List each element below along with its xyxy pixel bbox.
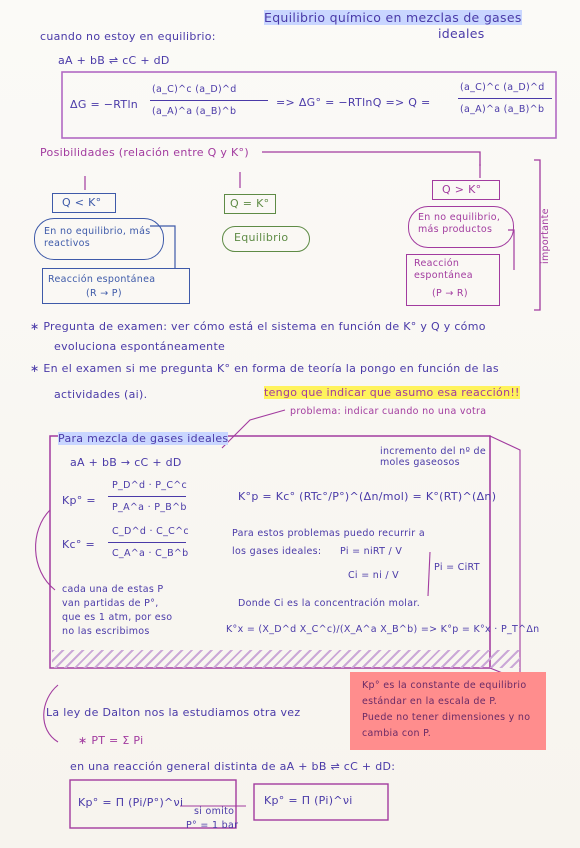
sticky-line-4: cambia con P. — [362, 728, 432, 739]
exam-note-2-cont: actividades (ai). — [54, 388, 148, 401]
kp-kc-relation: K°p = Kc° (RTc°/P°)^(Δn/mol) = K°(RT)^(Δn) — [238, 490, 497, 503]
page-title: Equilibrio químico en mezclas de gases — [264, 10, 522, 25]
kp-denominator: P_A^a · P_B^b — [112, 502, 187, 513]
posibilidades-heading: Posibilidades (relación entre Q y K°) — [40, 146, 249, 159]
case-right-cloud-text: En no equilibrio, más productos — [418, 212, 501, 235]
p-note-3: que es 1 atm, por eso — [62, 612, 173, 623]
p-note-4: no las escribimos — [62, 626, 150, 637]
case-mid-cloud-text: Equilibrio — [234, 231, 289, 244]
pi-ci-equation: Pi = CiRT — [434, 562, 480, 573]
dalton-text: La ley de Dalton nos la estudiamos otra vez — [46, 706, 301, 719]
fraction-bar — [108, 542, 186, 543]
fraction-bar — [150, 100, 268, 101]
ci-equation: Ci = ni / V — [348, 570, 399, 581]
fraction-bar — [458, 98, 552, 99]
importante-label: importante — [540, 208, 551, 264]
kp-numerator: P_D^d · P_C^c — [112, 480, 188, 491]
ideal-gas-note-2: los gases ideales: — [232, 546, 322, 557]
case-left-direction: (R → P) — [86, 288, 122, 299]
mix-heading: Para mezcla de gases ideales — [58, 432, 229, 445]
case-mid-condition: Q = K° — [230, 197, 270, 210]
exam-note-1: ∗ Pregunta de examen: ver cómo está el sistema en función de K° y Q y cómo — [30, 320, 486, 333]
pi-equation: Pi = niRT / V — [340, 546, 403, 557]
kc-numerator: C_D^d · C_C^c — [112, 526, 189, 537]
fraction-bar — [108, 496, 186, 497]
reaction-equation: aA + bB ⇌ cC + dD — [58, 54, 170, 67]
box-shading — [52, 650, 520, 668]
gibbs-lhs: ΔG = −RTln — [70, 98, 139, 111]
general-reaction-note: en una reacción general distinta de aA + bB ⇌ cC + dD: — [70, 760, 396, 773]
exam-note-2: ∗ En el examen si me pregunta K° en forma de teoría la pongo en función de las — [30, 362, 499, 375]
case-right-direction: (P → R) — [432, 288, 468, 299]
highlight-note: tengo que indicar que asumo esa reacción!! — [264, 386, 520, 399]
q-numerator: (a_C)^c (a_D)^d — [460, 82, 545, 93]
gibbs-denominator: (a_A)^a (a_B)^b — [152, 106, 237, 117]
molar-concentration-note: Donde Ci es la concentración molar. — [238, 598, 421, 609]
case-left-cloud-text: En no equilibrio, más reactivos — [44, 226, 151, 249]
sticky-line-3: Puede no tener dimensiones y no — [362, 712, 531, 723]
kp-formula-1: Kp° = Π (Pi/P°)^νi — [78, 796, 184, 809]
p-note-1: cada una de estas P — [62, 584, 164, 595]
sticky-line-2: estándar en la escala de P. — [362, 696, 498, 707]
q-denominator: (a_A)^a (a_B)^b — [460, 104, 545, 115]
gibbs-numerator: (a_C)^c (a_D)^d — [152, 84, 237, 95]
sticky-line-1: Kp° es la constante de equilibrio — [362, 680, 527, 691]
gibbs-middle: => ΔG° = −RTlnQ => Q = — [276, 96, 431, 109]
kc-denominator: C_A^a · C_B^b — [112, 548, 189, 559]
case-right-reaction: Reacción espontánea — [414, 258, 473, 281]
ideal-gas-note: Para estos problemas puedo recurrir a — [232, 528, 425, 539]
kx-equation: K°x = (X_D^d X_C^c)/(X_A^a X_B^b) => K°p = K°x · P_T^Δn — [226, 624, 540, 635]
delta-n-note: incremento del nº de moles gaseosos — [380, 446, 487, 468]
mix-reaction: aA + bB → cC + dD — [70, 456, 182, 469]
omit-note-1: si omito — [194, 806, 235, 817]
page-title-line2: ideales — [438, 26, 485, 41]
kp-formula-2: Kp° = Π (Pi)^νi — [264, 794, 353, 807]
problem-note: problema: indicar cuando no una votra — [290, 406, 487, 417]
exam-note-1-cont: evoluciona espontáneamente — [54, 340, 226, 353]
omit-note-2: P° = 1 bar — [186, 820, 239, 831]
case-right-condition: Q > K° — [442, 183, 482, 196]
kc-lhs: Kc° = — [62, 538, 95, 551]
intro-text: cuando no estoy en equilibrio: — [40, 30, 216, 43]
case-left-condition: Q < K° — [62, 196, 102, 209]
total-pressure: ∗ PT = Σ Pi — [78, 734, 144, 747]
case-left-reaction: Reacción espontánea — [48, 274, 156, 285]
p-note-2: van partidas de P°, — [62, 598, 159, 609]
kp-lhs: Kp° = — [62, 494, 96, 507]
